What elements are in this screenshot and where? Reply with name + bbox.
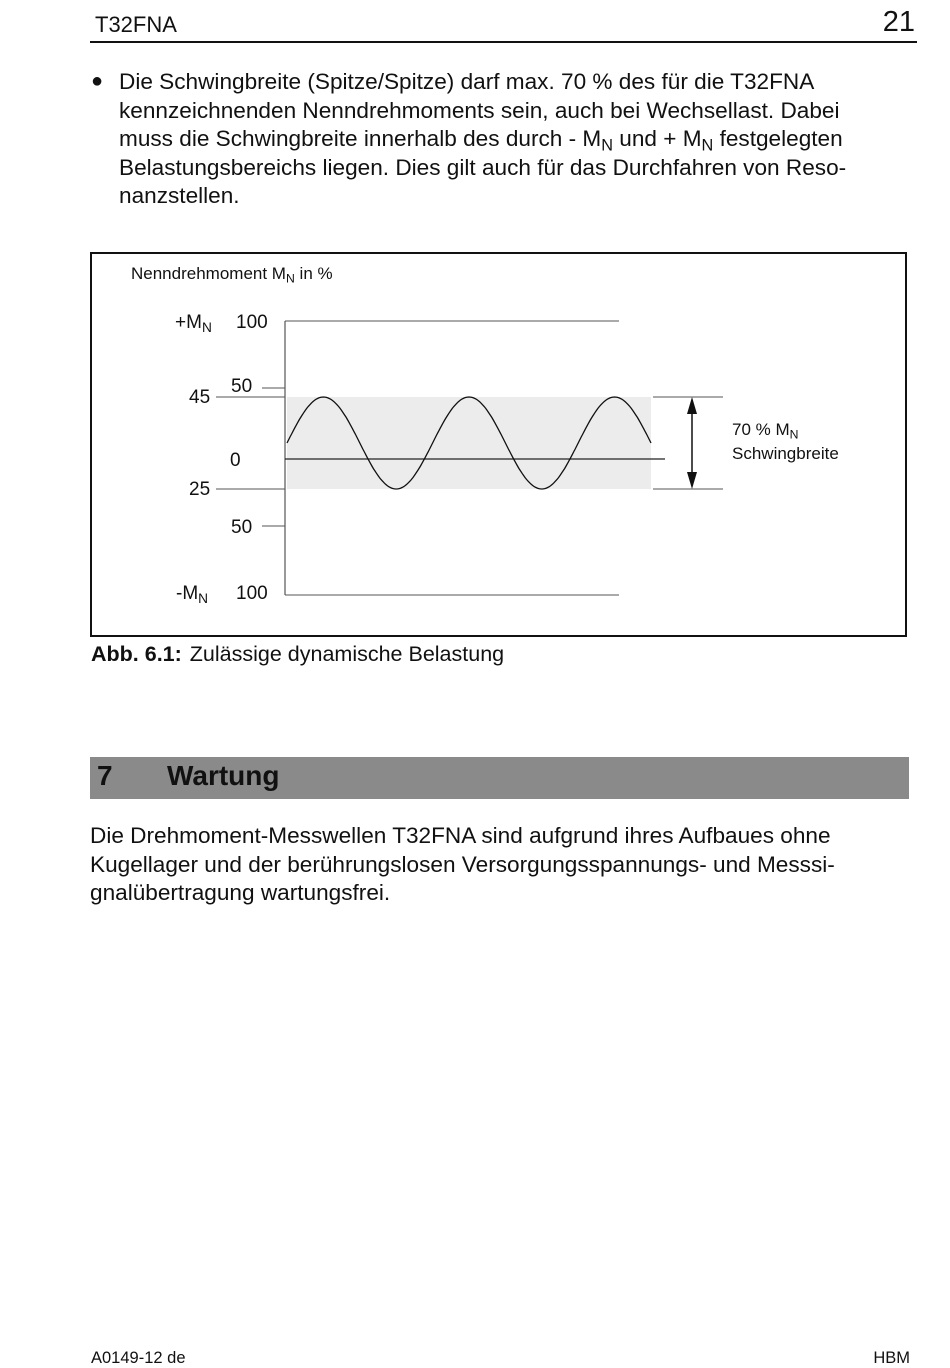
paragraph-line: Kugellager und der berührungslosen Versorgungsspannungs- und Messsi-	[90, 851, 835, 877]
range-arrow-up-head	[687, 397, 697, 414]
tick-label-50-lower: 50	[231, 517, 253, 538]
bullet-marker: ●	[91, 70, 104, 92]
bullet-line: kennzeichnenden Nenndrehmoments sein, auch bei Wechsellast. Dabei	[119, 97, 840, 123]
figure-frame	[90, 252, 907, 637]
footer-brand: HBM	[873, 1349, 910, 1367]
range-arrow-down-head	[687, 472, 697, 489]
bullet-line: muss die Schwingbreite innerhalb des durch - $M_N$ und + $M_N$ festgelegten	[119, 126, 843, 155]
minus-mn-label: $-M_N$	[176, 583, 209, 606]
footer-doc-id: A0149-12 de	[91, 1349, 186, 1367]
paragraph-line: Die Drehmoment-Messwellen T32FNA sind aufgrund ihres Aufbaues ohne	[90, 823, 831, 848]
left-label-45: 45	[189, 387, 211, 408]
bullet-line: nanzstellen.	[119, 183, 240, 209]
tick-label-0: 0	[230, 450, 241, 471]
header-rule	[90, 41, 917, 43]
bullet-line: Die Schwingbreite (Spitze/Spitze) darf max. 70 % des für die T32FNA	[119, 69, 815, 94]
bullet-line: Belastungsbereichs liegen. Dies gilt auch für das Durchfahren von Reso-	[119, 154, 847, 180]
range-label-percent: 70 % $M_N$	[732, 420, 799, 442]
tick-label-plus-100: 100	[236, 312, 268, 333]
left-label-25: 25	[189, 479, 211, 500]
tick-label-minus-100: 100	[236, 583, 268, 604]
paragraph-line: gnalübertragung wartungsfrei.	[90, 880, 391, 906]
body-paragraph	[90, 822, 880, 908]
figure-caption: Abb. 6.1: Zulässige dynamische Belastung	[91, 642, 505, 666]
section-number: 7	[97, 760, 113, 791]
section-heading-bar	[90, 757, 909, 799]
section-title: Wartung	[167, 760, 280, 791]
bullet-paragraph	[119, 68, 891, 211]
axis-title: Nenndrehmoment $M_N$ in %	[131, 264, 333, 286]
plus-mn-label: $+M_N$	[175, 312, 212, 335]
page-number: 21	[882, 6, 915, 38]
range-label-text: Schwingbreite	[732, 444, 839, 463]
tick-label-50-upper: 50	[231, 376, 253, 397]
running-header-title: T32FNA	[95, 12, 177, 37]
